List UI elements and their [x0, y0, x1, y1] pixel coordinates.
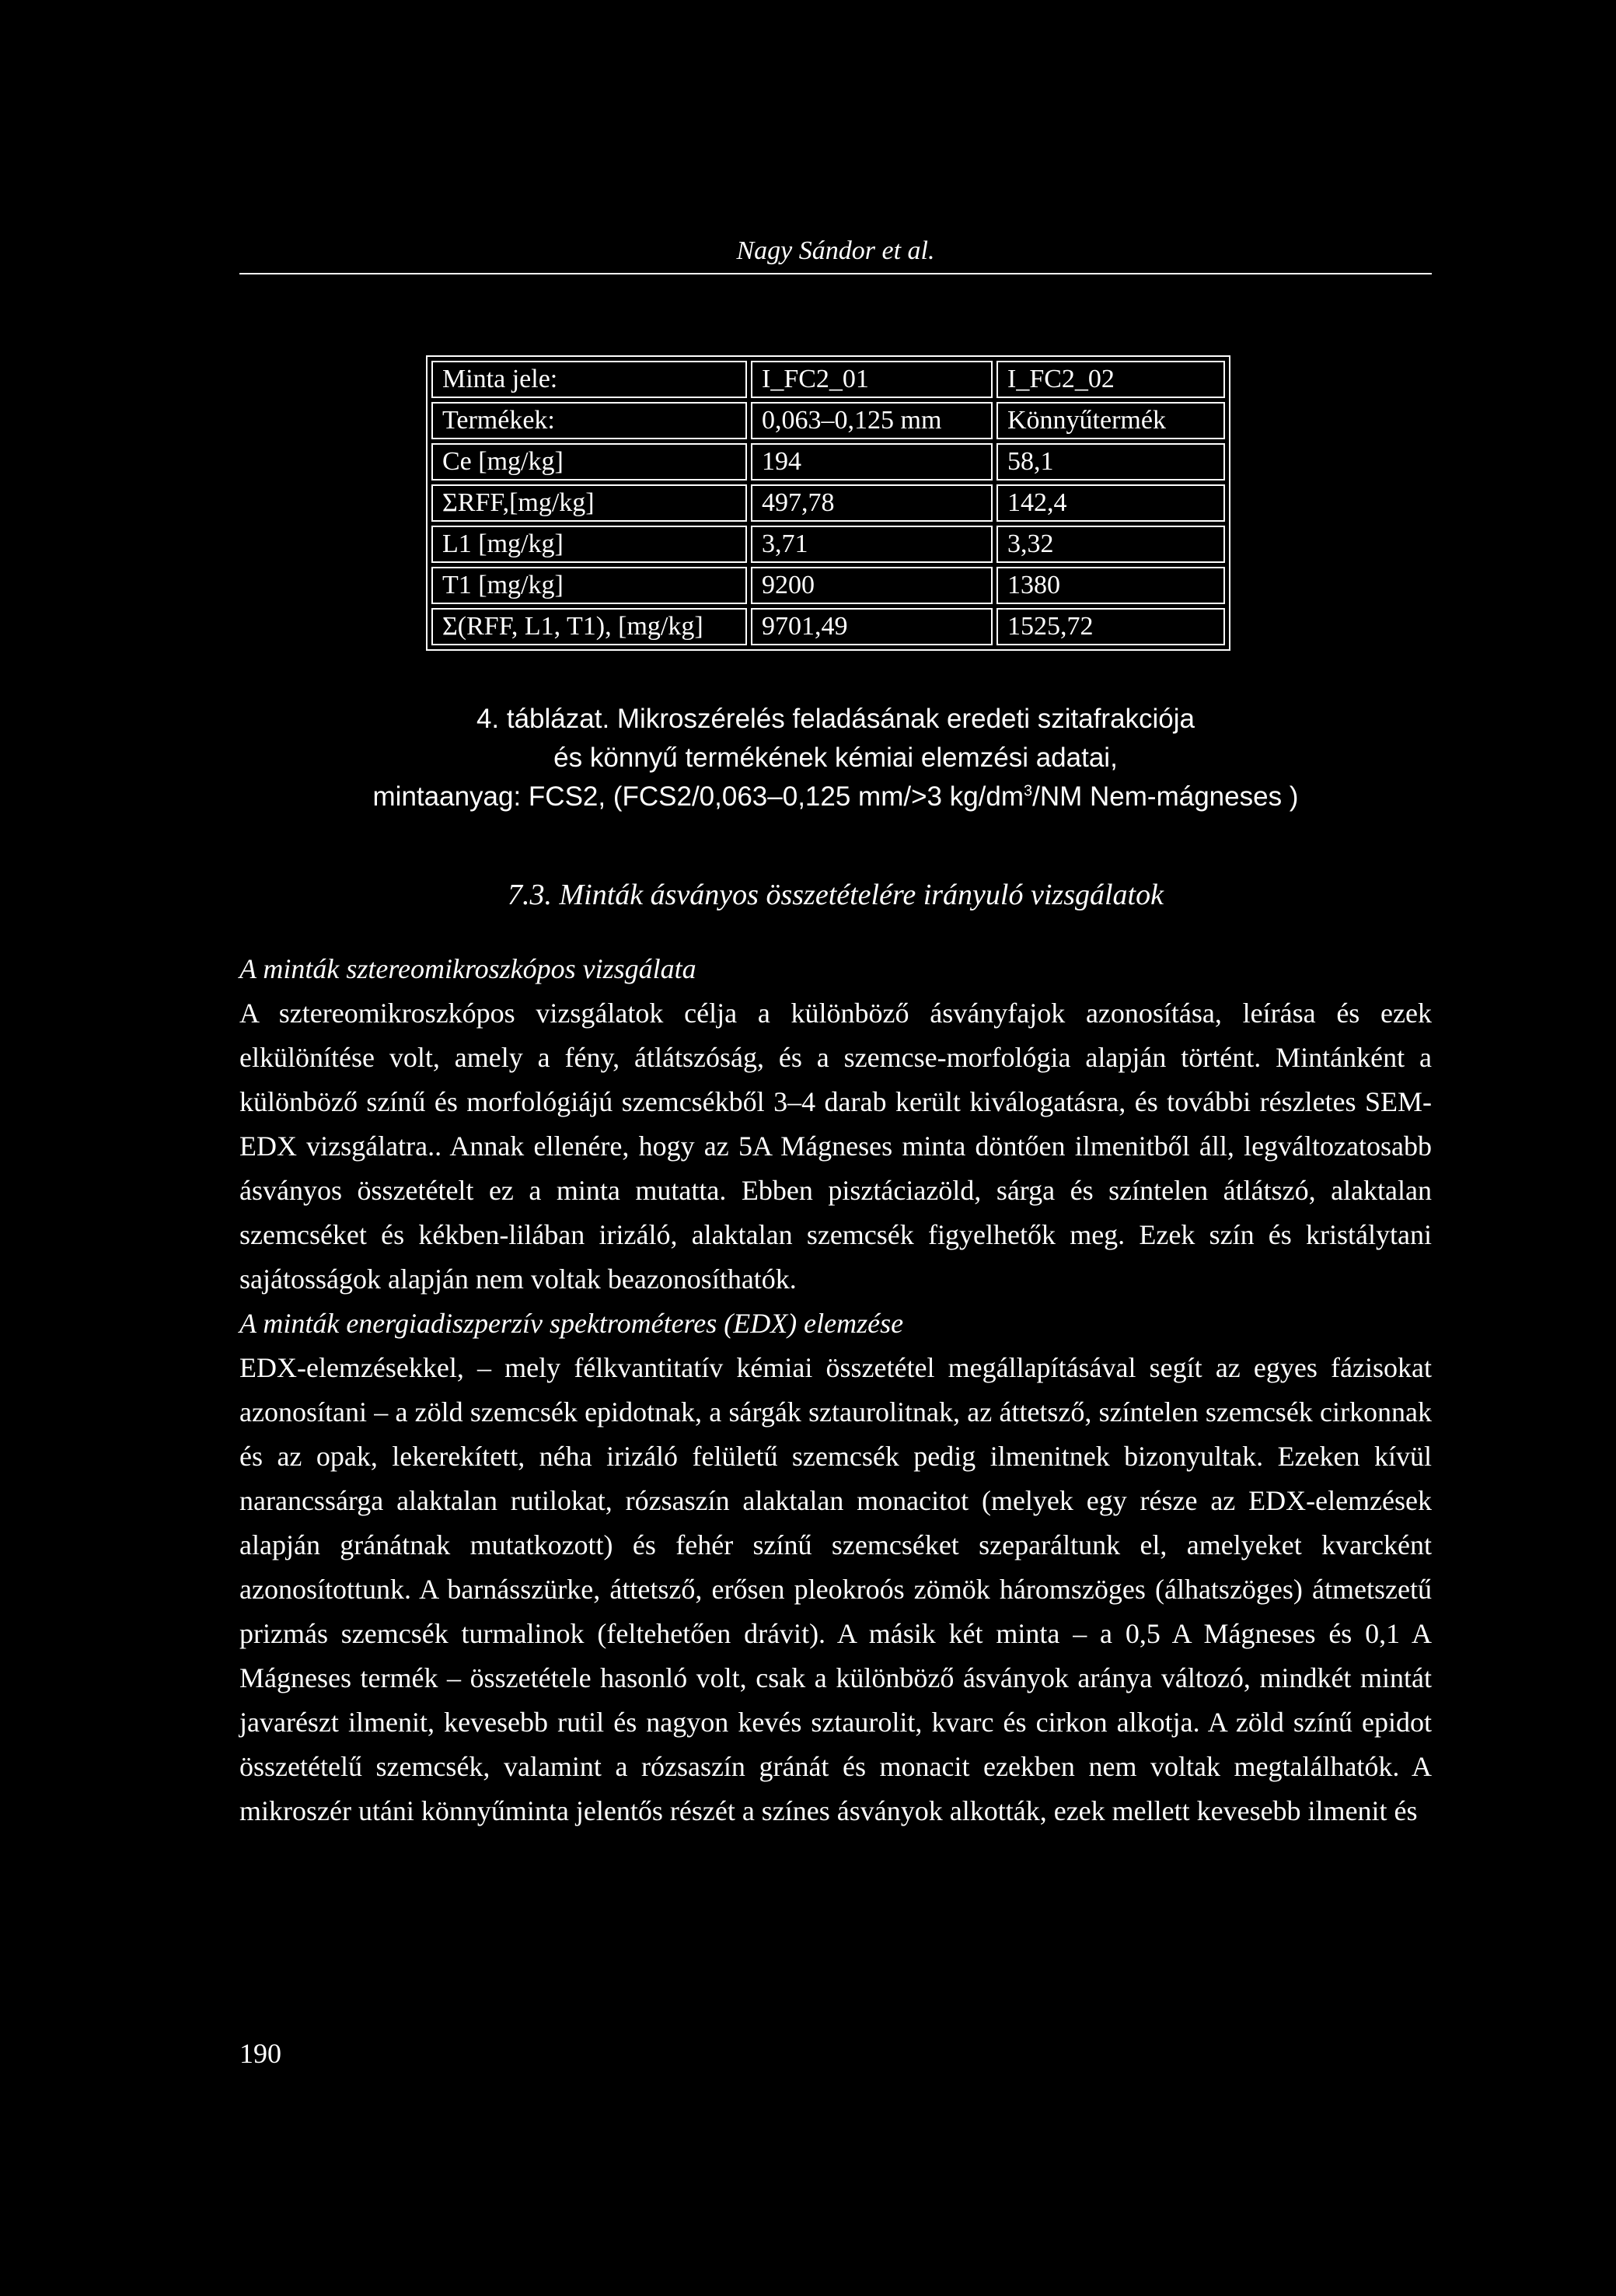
table-cell: T1 [mg/kg]: [431, 567, 747, 604]
table-cell: 142,4: [996, 484, 1225, 522]
section-heading: 7.3. Minták ásványos összetételére irányuló vizsgálatok: [508, 879, 1164, 911]
table-cell: 9701,49: [751, 608, 993, 645]
table-cell: 9200: [751, 567, 993, 604]
caption-line-3-tail: /NM Nem-mágneses ): [1032, 781, 1299, 812]
caption-line-3-text: mintaanyag: FCS2, (FCS2/0,063–0,125 mm/>3 kg/dm: [372, 781, 1024, 812]
table-body: [431, 361, 1225, 645]
paragraph-stereomicroscopy: A sztereomikroszkópos vizsgálatok célja a különböző ásványfajok azonosítása, leírása és ezek elkülönítése volt, amely a fény, átlátszóság, és a szemcse-morfológia alapján történt. Mintánként a különböző színű és morfológiájú szemcsékből 3–4 darab került kiválogatásra, és további részletes SEM-EDX vizsgálatra.. Annak ellenére, hogy az 5A Mágneses minta döntően ilmenitből áll, legváltozatosabb ásványos összetételt ez a minta mutatta. Ebben pisztáciazöld, sárga és színtelen átlátszó, alaktalan szemcséket és kékben-lilában irizáló, alaktalan szemcsék figyelhetők meg. Ezek szín és kristálytani sajátosságok alapján nem voltak beazonosíthatók.: [239, 998, 1432, 1295]
table-cell: 1525,72: [996, 608, 1225, 645]
header-rule: [239, 273, 1432, 274]
table-caption: [239, 700, 1432, 816]
table-row: [431, 567, 1225, 604]
page-number: 190: [239, 2038, 281, 2069]
table-cell: 1380: [996, 567, 1225, 604]
table-cell: 194: [751, 443, 993, 481]
table-cell: 0,063–0,125 mm: [751, 402, 993, 439]
table-row: [431, 484, 1225, 522]
table-cell: Termékek:: [431, 402, 747, 439]
running-header: Nagy Sándor et al.: [736, 236, 935, 265]
table-cell: I_FC2_01: [751, 361, 993, 398]
table-cell: L1 [mg/kg]: [431, 526, 747, 563]
table-cell: 3,32: [996, 526, 1225, 563]
table-row: [431, 402, 1225, 439]
subheading-stereomicroscopy: A minták sztereomikroszkópos vizsgálata: [239, 953, 696, 984]
caption-line-1: 4. táblázat. Mikroszérelés feladásának eredeti szitafrakciója: [476, 704, 1195, 734]
table-row: [431, 526, 1225, 563]
table-cell: Minta jele:: [431, 361, 747, 398]
body-text: [239, 947, 1432, 1833]
table-cell: Σ(RFF, L1, T1), [mg/kg]: [431, 608, 747, 645]
caption-line-2: és könnyű termékének kémiai elemzési adatai,: [553, 743, 1118, 773]
data-table: [426, 355, 1230, 651]
table-row: [431, 361, 1225, 398]
table-cell: Ce [mg/kg]: [431, 443, 747, 481]
table-cell: 3,71: [751, 526, 993, 563]
table-cell: ΣRFF,[mg/kg]: [431, 484, 747, 522]
table-cell: 497,78: [751, 484, 993, 522]
table-cell: Könnyűtermék: [996, 402, 1225, 439]
paragraph-edx: EDX-elemzésekkel, – mely félkvantitatív kémiai összetétel megállapításával segít az egyes fázisokat azonosítani – a zöld szemcsék epidotnak, a sárgák sztaurolitnak, az áttetsző, színtelen szemcsék cirkonnak és az opak, lekerekített, néha irizáló felületű szemcsék pedig ilmenitnek bizonyultak. Ezeken kívül narancssárga alaktalan rutilokat, rózsaszín alaktalan monacitot (melyek egy része az EDX-elemzések alapján gránátnak mutatkozott) és fehér színű szemcséket szeparáltunk el, amelyeket kvarcként azonosítottunk. A barnásszürke, áttetsző, erősen pleokroós zömök háromszöges (álhatszöges) átmetszetű prizmás szemcsék turmalinok (feltehetően drávit). A másik két minta – a 0,5 A Mágneses és 0,1 A Mágneses termék – összetétele hasonló volt, csak a különböző ásványok aránya változó, mindkét mintát javarészt ilmenit, kevesebb rutil és nagyon kevés sztaurolit, kvarc és cirkon alkotja. A zöld színű epidot összetételű szemcsék, valamint a rózsaszín gránát és monacit ezekben nem voltak megtalálhatók. A mikroszér utáni könnyűminta jelentős részét a színes ásványok alkották, ezek mellett kevesebb ilmenit és: [239, 1352, 1432, 1826]
caption-superscript: 3: [1024, 782, 1033, 800]
caption-line-3: [239, 778, 1432, 816]
table-row: [431, 443, 1225, 481]
table-cell: I_FC2_02: [996, 361, 1225, 398]
table-row: [431, 608, 1225, 645]
table-cell: 58,1: [996, 443, 1225, 481]
subheading-edx: A minták energiadiszperzív spektrométeres (EDX) elemzése: [239, 1308, 904, 1339]
